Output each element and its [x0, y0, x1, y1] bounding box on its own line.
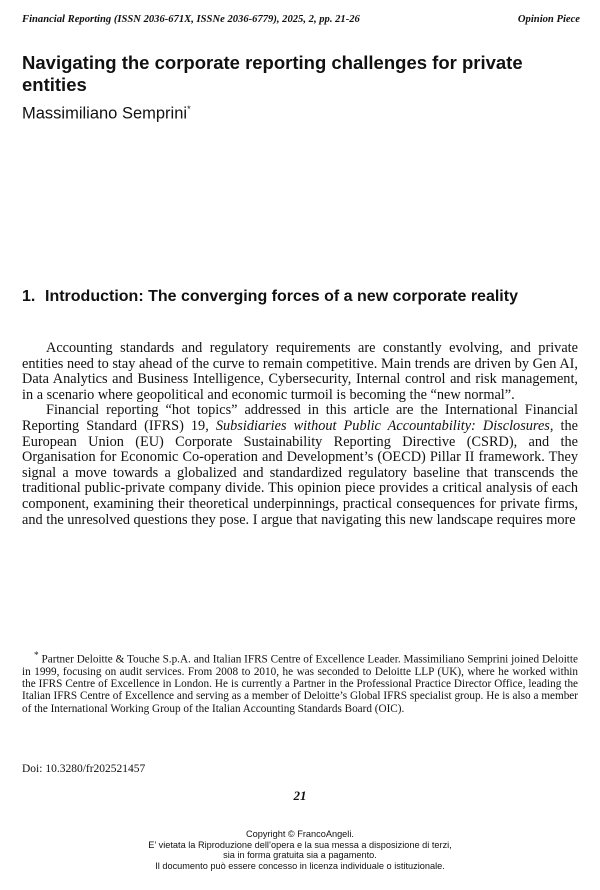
body-text	[22, 341, 578, 528]
author-footnote-mark: *	[187, 104, 191, 114]
journal-citation: Financial Reporting (ISSN 2036-671X, ISSNe 2036-6779), 2025, 2, pp. 21-26	[22, 14, 360, 25]
section-heading	[22, 287, 582, 306]
author-line	[22, 99, 191, 124]
copyright-line: E’ vietata la Riproduzione dell’opera e la sua messa a disposizione di terzi,	[148, 839, 452, 850]
doi: Doi: 10.3280/fr202521457	[22, 763, 146, 775]
section-number: 1.	[22, 288, 36, 305]
article-title: Navigating the corporate reporting challenges for private entities	[22, 52, 523, 95]
paragraph-text: Financial reporting “hot topics” addressed in this article are the International Financial Reporting Standard (IFRS) 19,	[22, 402, 578, 434]
running-head	[22, 14, 580, 25]
author-name: Massimiliano Semprini	[22, 104, 188, 123]
author-footnote	[22, 650, 578, 715]
copyright-line: Il documento può essere concesso in licenza individuale o istituzionale.	[155, 860, 445, 871]
copyright-line: sia in forma gratuita sia a pagamento.	[223, 850, 377, 861]
section-title: Introduction: The converging forces of a new corporate reality	[45, 288, 518, 305]
footnote-text: Partner Deloitte & Touche S.p.A. and Italian IFRS Centre of Excellence Leader. Massimiliano Semprini joined Deloitte in 1999, focusing on audit services. From 2008 to 2010, he was seconded to Deloitte LLP (UK), where he worked within the IFRS Centre of Excellence in London. He is currently a Partner in the Professional Practice Director Office, leading the Italian IFRS Centre of Excellence and serving as a member of Deloitte’s Global IFRS specialist group. He is also a member of the International Working Group of the Italian Accounting Standards Board (OIC).	[22, 653, 578, 715]
paragraph	[22, 403, 578, 528]
paragraph-text: , the European Union (EU) Corporate Sustainability Reporting Directive (CSRD), and the Organisation for Economic Co-operation and Development’s (OECD) Pillar II framework. They signal a move towards a globalized and standardized regulatory baseline that transcends the traditional public-private company divide. This opinion piece provides a critical analysis of each component, examining their theoretical underpinnings, practical consequences for private firms, and the unresolved questions they pose. I argue that navigating this new landscape requires more	[22, 417, 578, 528]
article-type: Opinion Piece	[517, 14, 580, 25]
page-number: 21	[293, 788, 307, 803]
standard-title-italic: Subsidiaries without Public Accountability: Disclosures	[215, 417, 550, 434]
paragraph: Accounting standards and regulatory requirements are constantly evolving, and private entities need to stay ahead of the curve to remain competitive. Main trends are driven by Gen AI, Data Analytics and Business Intelligence, Cybersecurity, Internal control and risk management, in a scenario where geopolitical and economic turmoil is becoming the “new normal”.	[22, 340, 578, 403]
footnote-mark: *	[34, 651, 39, 661]
copyright-line: Copyright © FrancoAngeli.	[246, 829, 354, 839]
copyright-notice	[0, 829, 600, 871]
